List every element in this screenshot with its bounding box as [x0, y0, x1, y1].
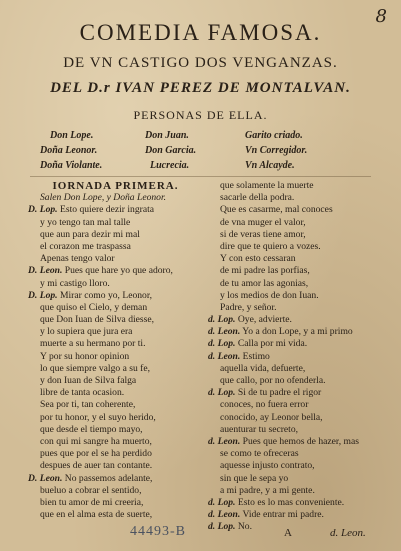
verse-text: conocido, ay Leonor bella, — [220, 411, 323, 423]
verse-line — [28, 314, 203, 326]
cast-name: Don Juan. — [145, 130, 189, 141]
verse-text: auenturar tu secreto, — [220, 423, 299, 435]
speaker-label: d. Leon. — [208, 509, 241, 521]
speaker-label: d. Leon. — [208, 435, 241, 447]
verse-line — [208, 473, 393, 485]
verse-text: bueluo a cobrar el sentido, — [40, 484, 142, 496]
verse-line — [28, 363, 203, 375]
verse-text: Esto quiere dezir ingrata — [59, 204, 155, 216]
verse-text: sacarle della podra. — [220, 192, 295, 204]
verse-line — [208, 460, 393, 472]
speaker-label: D. Lop. — [28, 289, 58, 301]
cast-name: Doña Leonor. — [40, 145, 98, 156]
speaker-label: D. Lop. — [28, 204, 58, 216]
verse-line — [208, 399, 393, 411]
verse-line — [208, 302, 393, 314]
verse-line — [208, 278, 393, 290]
verse-text: Y por su honor opinion — [40, 350, 130, 362]
verse-text: lo que siempre valgo a su fe, — [40, 362, 151, 374]
verse-line — [28, 485, 203, 497]
verse-line — [28, 253, 203, 265]
verse-text: si de veras tiene amor, — [220, 228, 306, 240]
verse-text: que Don Iuan de Silva diesse, — [40, 314, 155, 326]
verse-text: que aun para dezir mi mal — [40, 228, 140, 240]
verse-line — [208, 497, 393, 509]
verse-line — [28, 424, 203, 436]
verse-text: Mirar como yo, Leonor, — [59, 289, 153, 301]
text-column-right — [208, 180, 393, 533]
speaker-label: d. Leon. — [208, 326, 241, 338]
verse-text: a mi padre, y a mi gente. — [220, 484, 315, 496]
verse-text: muerte a su hermano por ti. — [40, 338, 146, 350]
verse-text: aquella vida, defuerte, — [220, 362, 306, 374]
verse-line — [28, 302, 203, 314]
verse-line — [208, 314, 393, 326]
verse-line — [28, 241, 203, 253]
verse-line — [208, 412, 393, 424]
verse-text: Padre, y señor. — [220, 301, 277, 313]
cast-name: Vn Corregidor. — [245, 145, 308, 156]
verse-text: conoces, no fuera error — [220, 399, 309, 411]
verse-line — [208, 387, 393, 399]
verse-text: de mi padre las porfias, — [220, 265, 310, 277]
verse-line — [28, 412, 203, 424]
verse-line — [208, 363, 393, 375]
verse-text: y mi castigo lloro. — [40, 277, 110, 289]
verse-text: se como te ofreceras — [220, 448, 299, 460]
verse-text: Y con esto cessaran — [220, 253, 296, 265]
text-column-left — [28, 180, 203, 521]
verse-text: No passemos adelante, — [64, 472, 153, 484]
speaker-label: D. Leon. — [28, 472, 63, 484]
verse-text: que callo, por no ofenderla. — [220, 375, 326, 386]
verse-line — [208, 192, 393, 204]
verse-text: y los medios de don Iuan. — [220, 289, 319, 301]
page-number: 8 — [375, 6, 387, 27]
verse-text: Vide entrar mi padre. — [242, 509, 324, 521]
verse-text: y don Iuan de Silva falga — [40, 375, 137, 386]
verse-line — [208, 375, 393, 387]
verse-line — [208, 436, 393, 448]
cast-name: Vn Alcayde. — [245, 160, 295, 171]
verse-line — [28, 399, 203, 411]
verse-text: Pues que hemos de hazer, mas — [242, 435, 359, 447]
verse-line — [28, 204, 203, 216]
signature-mark: A — [284, 527, 292, 539]
verse-text: Esto es lo mas conveniente. — [237, 496, 345, 508]
verse-text: libre de tanta ocasion. — [40, 387, 125, 399]
verse-line — [28, 265, 203, 277]
verse-text: No. — [237, 521, 252, 533]
verse-line — [208, 241, 393, 253]
verse-line — [28, 326, 203, 338]
verse-text: dire que te quiero a vozes. — [220, 240, 321, 252]
verse-text: aquesse injusto contrato, — [220, 460, 315, 472]
stage-direction — [28, 192, 203, 204]
verse-text: despues de auer tan contante. — [40, 460, 153, 472]
act-heading-text: IORNADA PRIMERA. — [52, 180, 179, 192]
verse-text: Estimo — [242, 350, 270, 362]
verse-text: de tu amor las agonias, — [220, 277, 309, 289]
verse-line — [28, 351, 203, 363]
verse-text: sin que le sepa yo — [220, 472, 289, 484]
verse-text: que solamente la muerte — [220, 180, 314, 191]
speaker-label: d. Leon. — [208, 350, 241, 362]
verse-line — [28, 497, 203, 509]
verse-line — [208, 424, 393, 436]
speaker-label: d. Lop. — [208, 338, 236, 350]
verse-text: que desde el tiempo mayo, — [40, 423, 143, 435]
catalog-number: 44493-B — [130, 524, 186, 539]
verse-text: pues que por el se ha perdido — [40, 448, 152, 460]
verse-text: por tu honor, y el suyo herido, — [40, 411, 156, 423]
act-heading — [28, 180, 203, 192]
verse-line — [28, 460, 203, 472]
speaker-label: d. Lop. — [208, 387, 236, 399]
verse-line — [208, 509, 393, 521]
verse-line — [28, 290, 203, 302]
verse-line — [28, 375, 203, 387]
verse-line — [208, 180, 393, 192]
speaker-label: d. Lop. — [208, 314, 236, 326]
verse-text: con qui mi sangre ha muerto, — [40, 435, 152, 447]
verse-text: Oye, advierte. — [237, 314, 292, 326]
cast-name: Lucrecia. — [150, 160, 190, 171]
verse-line — [208, 290, 393, 302]
play-subtitle: DE VN CASTIGO DOS VENGANZAS. — [63, 55, 338, 71]
verse-line — [28, 387, 203, 399]
verse-text: y lo supiera que jura era — [40, 326, 133, 338]
verse-line — [208, 204, 393, 216]
cast-heading: PERSONAS DE ELLA. — [133, 108, 268, 122]
verse-line — [208, 253, 393, 265]
verse-text: Sea por ti, tan coherente, — [40, 399, 136, 411]
verse-text: bien tu amor de mi creeria, — [40, 496, 144, 508]
verse-line — [28, 278, 203, 290]
verse-text: Yo a don Lope, y a mi primo — [242, 326, 353, 338]
verse-line — [28, 509, 203, 521]
verse-line — [208, 338, 393, 350]
cast-name: Don Lope. — [50, 130, 94, 141]
verse-text: Apenas tengo valor — [40, 253, 115, 265]
verse-line — [208, 265, 393, 277]
verse-line — [208, 448, 393, 460]
speaker-label: D. Leon. — [28, 265, 63, 277]
stage-direction-text: Salen Don Lope, y Doña Leonor. — [40, 192, 167, 204]
play-title: COMEDIA FAMOSA. — [79, 20, 322, 45]
cast-name: Garito criado. — [245, 130, 303, 141]
verse-line — [208, 326, 393, 338]
verse-line — [28, 217, 203, 229]
verse-line — [208, 217, 393, 229]
verse-text: el corazon me traspassa — [40, 240, 131, 252]
speaker-label: d. Lop. — [208, 521, 236, 533]
verse-text: que quiso el Cielo, y deman — [40, 301, 148, 313]
divider-rule — [30, 176, 371, 177]
verse-line — [208, 351, 393, 363]
author-line: DEL D.r IVAN PEREZ DE MONTALVAN. — [50, 80, 351, 96]
verse-line — [208, 485, 393, 497]
verse-text: y yo tengo tan mal talle — [40, 216, 131, 228]
verse-line — [28, 448, 203, 460]
cast-name: Doña Violante. — [40, 160, 103, 171]
verse-line — [28, 473, 203, 485]
catchword: d. Leon. — [330, 527, 366, 539]
cast-name: Don Garcia. — [145, 145, 197, 156]
verse-text: que en el alma esta de suerte, — [40, 509, 153, 521]
verse-text: Que es casarme, mal conoces — [220, 204, 333, 216]
verse-line — [28, 436, 203, 448]
verse-text: Pues que hare yo que adoro, — [64, 265, 173, 277]
verse-text: Si de tu padre el rigor — [237, 387, 322, 399]
verse-text: Calla por mi vida. — [237, 338, 308, 350]
verse-line — [28, 229, 203, 241]
speaker-label: d. Lop. — [208, 496, 236, 508]
verse-text: de vna muger el valor, — [220, 216, 306, 228]
verse-line — [28, 338, 203, 350]
verse-line — [208, 229, 393, 241]
